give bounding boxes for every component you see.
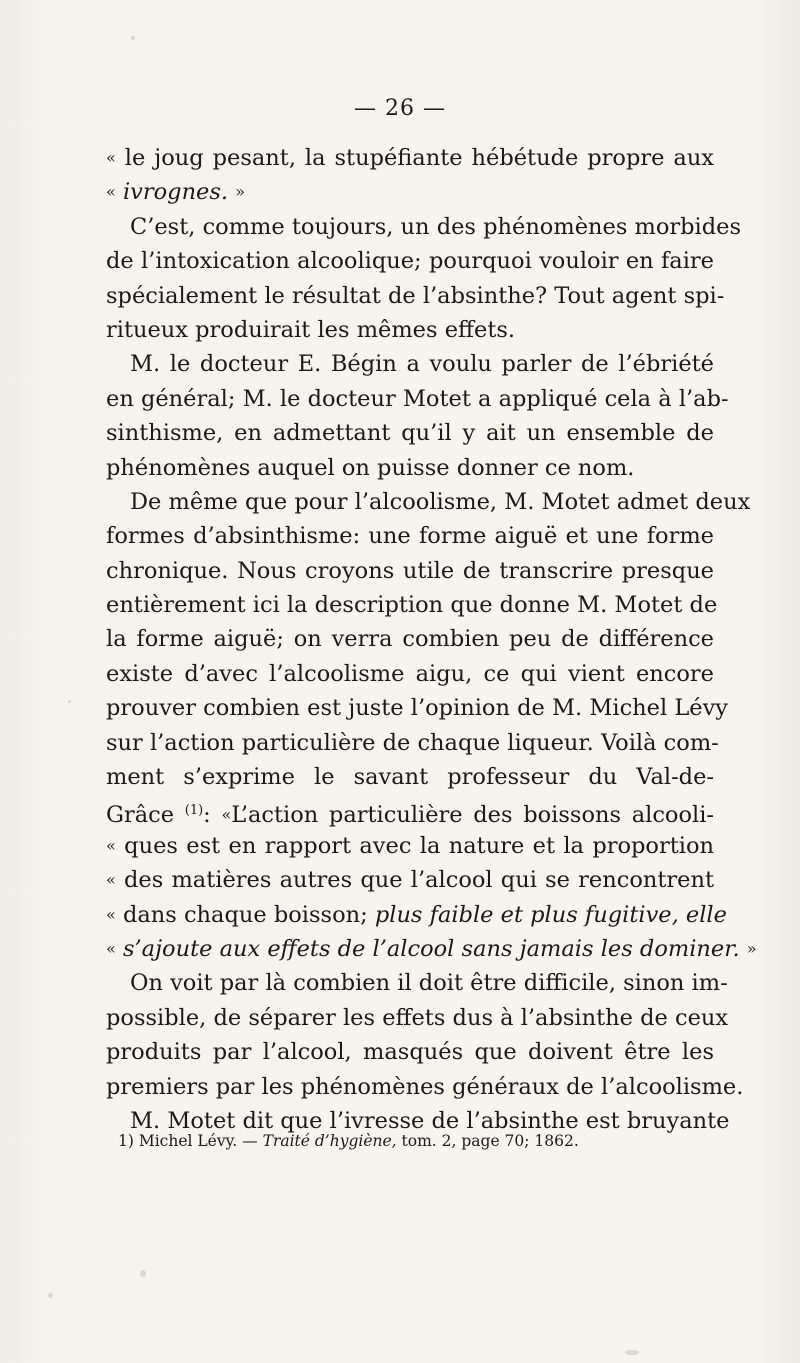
body-text — [106, 141, 757, 1138]
text-line: « le joug pesant, la stupéfiante hébétude propre aux — [106, 145, 714, 171]
text-line: prouver combien est juste l’opinion de M. Michel Lévy — [106, 695, 729, 722]
text-line: « des matières autres que l’alcool qui se rencontrent — [106, 867, 714, 894]
text-line: « dans chaque boisson; plus faible et plus fugitive, elle — [106, 901, 727, 928]
page-number: — 26 — — [354, 96, 446, 121]
quote-mark: » — [746, 938, 757, 958]
italic-text: s’ajoute aux effets de l’alcool sans jamais les dominer. — [122, 935, 740, 962]
text-line: premiers par les phénomènes généraux de l’alcoolisme. — [106, 1073, 744, 1100]
footnote: 1) Michel Lévy. — Traité d’hygiène, tom. 2, page 70; 1862. — [118, 1132, 579, 1150]
text-line: ritueux produirait les mêmes effets. — [106, 316, 516, 343]
paper-speck — [140, 1270, 146, 1277]
text-line: existe d’avec l’alcoolisme aigu, ce qui vient encore — [106, 660, 714, 687]
text-line: « ques est en rapport avec la nature et la proportion — [106, 832, 715, 859]
text-line: ment s’exprime le savant professeur du Val-de- — [106, 764, 714, 791]
paper-speck — [68, 700, 71, 703]
quote-mark: « — [106, 148, 116, 167]
text-line: M. Motet dit que l’ivresse de l’absinthe est bruyante — [130, 1107, 730, 1134]
italic-text: plus faible et plus fugitive, elle — [374, 901, 727, 928]
text-line: sur l’action particulière de chaque liqueur. Voilà com- — [106, 729, 719, 756]
text-line: sinthisme, en admettant qu’il y ait un ensemble de — [106, 420, 714, 447]
text-line: chronique. Nous croyons utile de transcrire presque — [106, 557, 714, 584]
quote-mark: « — [221, 805, 232, 825]
text-line: phénomènes auquel on puisse donner ce nom. — [106, 454, 635, 481]
quote-mark: « — [106, 182, 116, 202]
quote-mark: » — [235, 182, 246, 202]
quote-mark: « — [106, 904, 116, 924]
text-line: M. le docteur E. Bégin a voulu parler de l’ébriété — [130, 351, 714, 378]
quote-mark: « — [106, 938, 116, 958]
italic-text: ivrognes. — [122, 179, 229, 206]
quote-mark: « — [106, 870, 116, 890]
paper-speck — [131, 36, 135, 40]
text-line: Grâce $^{(1)}$: «L’action particulière des boissons alcooli- — [106, 802, 715, 829]
text-line: entièrement ici la description que donne M. Motet de — [106, 592, 718, 619]
text-line: spécialement le résultat de l’absinthe? Tout agent spi- — [106, 282, 725, 309]
text-line: formes d’absinthisme: une forme aiguë et une forme — [106, 523, 714, 550]
text-line: On voit par là combien il doit être difficile, sinon im- — [130, 970, 728, 997]
text-line: en général; M. le docteur Motet a appliqué cela à l’ab- — [106, 385, 729, 412]
text-line: la forme aiguë; on verra combien peu de différence — [106, 626, 714, 653]
text-line — [106, 175, 714, 209]
text-line: produits par l’alcool, masqués que doivent être les — [106, 1039, 714, 1066]
text-line: possible, de séparer les effets dus à l’absinthe de ceux — [106, 1004, 729, 1031]
italic-text: Traité d’hygiène, — [262, 1132, 397, 1150]
text-line: C’est, comme toujours, un des phénomènes morbides — [130, 213, 742, 240]
text-line: De même que pour l’alcoolisme, M. Motet admet deux — [130, 488, 751, 515]
paper-speck — [48, 1293, 53, 1298]
footnote-marker: (1) — [184, 803, 204, 819]
quote-mark: « — [106, 835, 116, 855]
paper-speck — [625, 1350, 639, 1355]
text-line: de l’intoxication alcoolique; pourquoi vouloir en faire — [106, 248, 714, 275]
text-line — [106, 932, 757, 966]
